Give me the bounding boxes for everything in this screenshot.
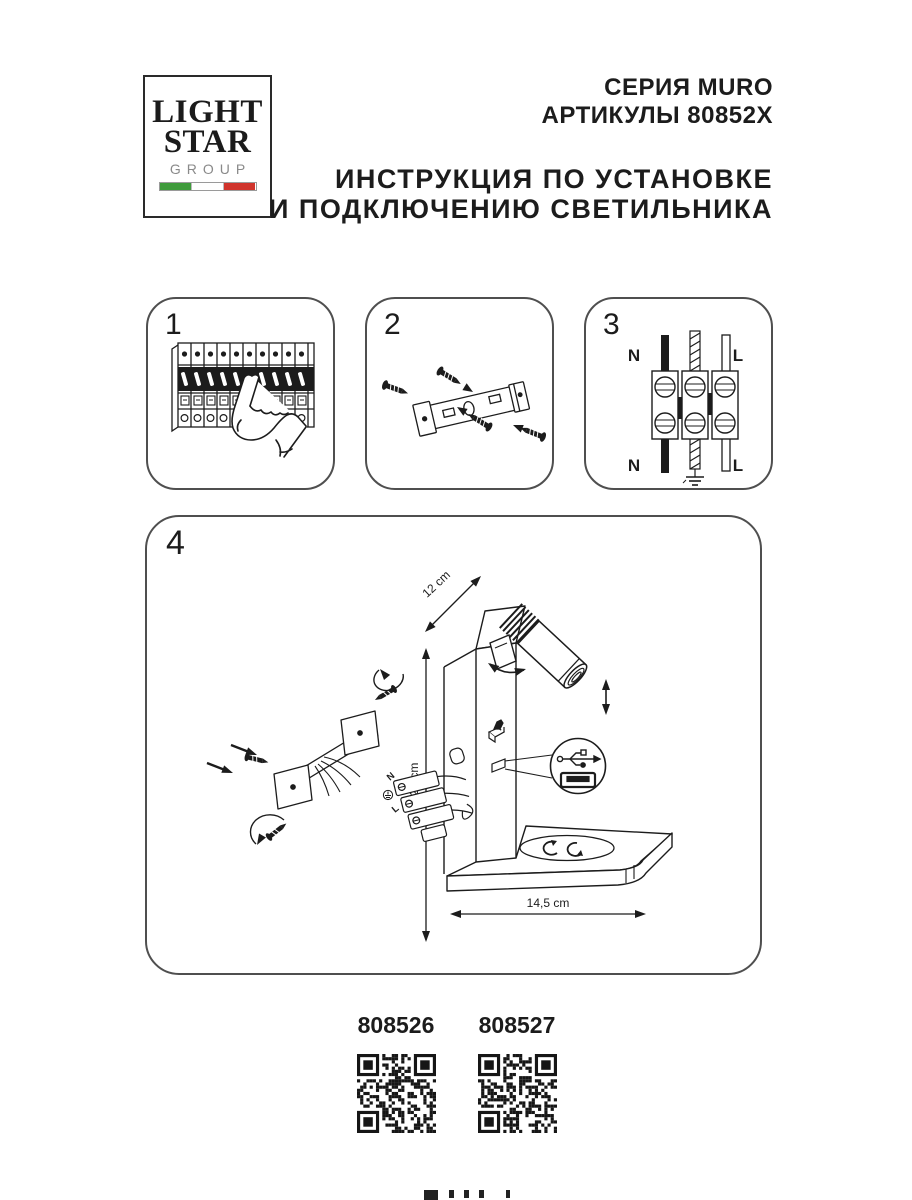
articles-title: АРТИКУЛЫ 80852X <box>541 102 773 129</box>
screw-icon <box>381 379 410 398</box>
usb-port-icon <box>561 773 595 787</box>
neutral-wire-bottom <box>661 437 669 473</box>
mounting-bracket <box>413 380 530 437</box>
wire-label-neutral: N <box>384 770 398 784</box>
label-neutral-top: N <box>627 346 641 365</box>
step1-box <box>146 297 335 490</box>
wire-connector <box>383 764 478 845</box>
usb-callout <box>551 739 606 794</box>
step3-box <box>584 297 773 490</box>
series-title: СЕРИЯ MURO <box>604 74 773 101</box>
ground-symbol-small-icon <box>383 790 392 799</box>
logo-word-light: LIGHT <box>152 94 263 130</box>
label-neutral-bottom: N <box>627 456 641 475</box>
qr-label-right: 808527 <box>478 1012 556 1038</box>
step4-box <box>145 515 762 975</box>
qr-code-808527 <box>478 1054 557 1133</box>
lightstar-logo <box>143 75 272 218</box>
screw-icon <box>435 365 463 388</box>
ground-symbol-icon <box>683 477 704 485</box>
instruction-title-line1: ИНСТРУКЦИЯ ПО УСТАНОВКЕ <box>335 164 773 194</box>
panel-side <box>172 345 178 431</box>
step1-number: 1 <box>165 308 182 341</box>
depth-label: 12 cm <box>419 567 453 601</box>
neutral-wire-top <box>661 335 669 373</box>
label-line-bottom: L <box>732 456 744 475</box>
wall-bracket-assembly <box>207 666 403 847</box>
installation-diagram <box>147 517 760 973</box>
cable-hole <box>449 747 466 765</box>
qr-label-left: 808526 <box>357 1012 435 1038</box>
italian-flag-icon <box>159 182 257 191</box>
wireless-charger-pad <box>520 836 614 861</box>
label-line-top: L <box>732 346 744 365</box>
instruction-title-line2: И ПОДКЛЮЧЕНИЮ СВЕТИЛЬНИКА <box>269 194 773 224</box>
wire-label-line: L <box>389 803 402 816</box>
step2-box <box>365 297 554 490</box>
terminal-block <box>652 371 738 439</box>
step3-number: 3 <box>603 308 620 341</box>
adjust-arrow <box>602 679 610 715</box>
logo-word-group: GROUP <box>169 161 252 177</box>
lamp-panel <box>444 606 525 874</box>
step4-number: 4 <box>166 524 185 562</box>
step2-number: 2 <box>384 308 401 341</box>
qr-code-808526 <box>357 1054 436 1133</box>
usb-slot <box>492 759 505 772</box>
dimension-width <box>450 896 646 918</box>
dimension-depth <box>420 568 484 635</box>
logo-word-star: STAR <box>163 124 252 160</box>
switch-icon <box>489 720 504 742</box>
width-label: 14,5 cm <box>526 896 570 910</box>
